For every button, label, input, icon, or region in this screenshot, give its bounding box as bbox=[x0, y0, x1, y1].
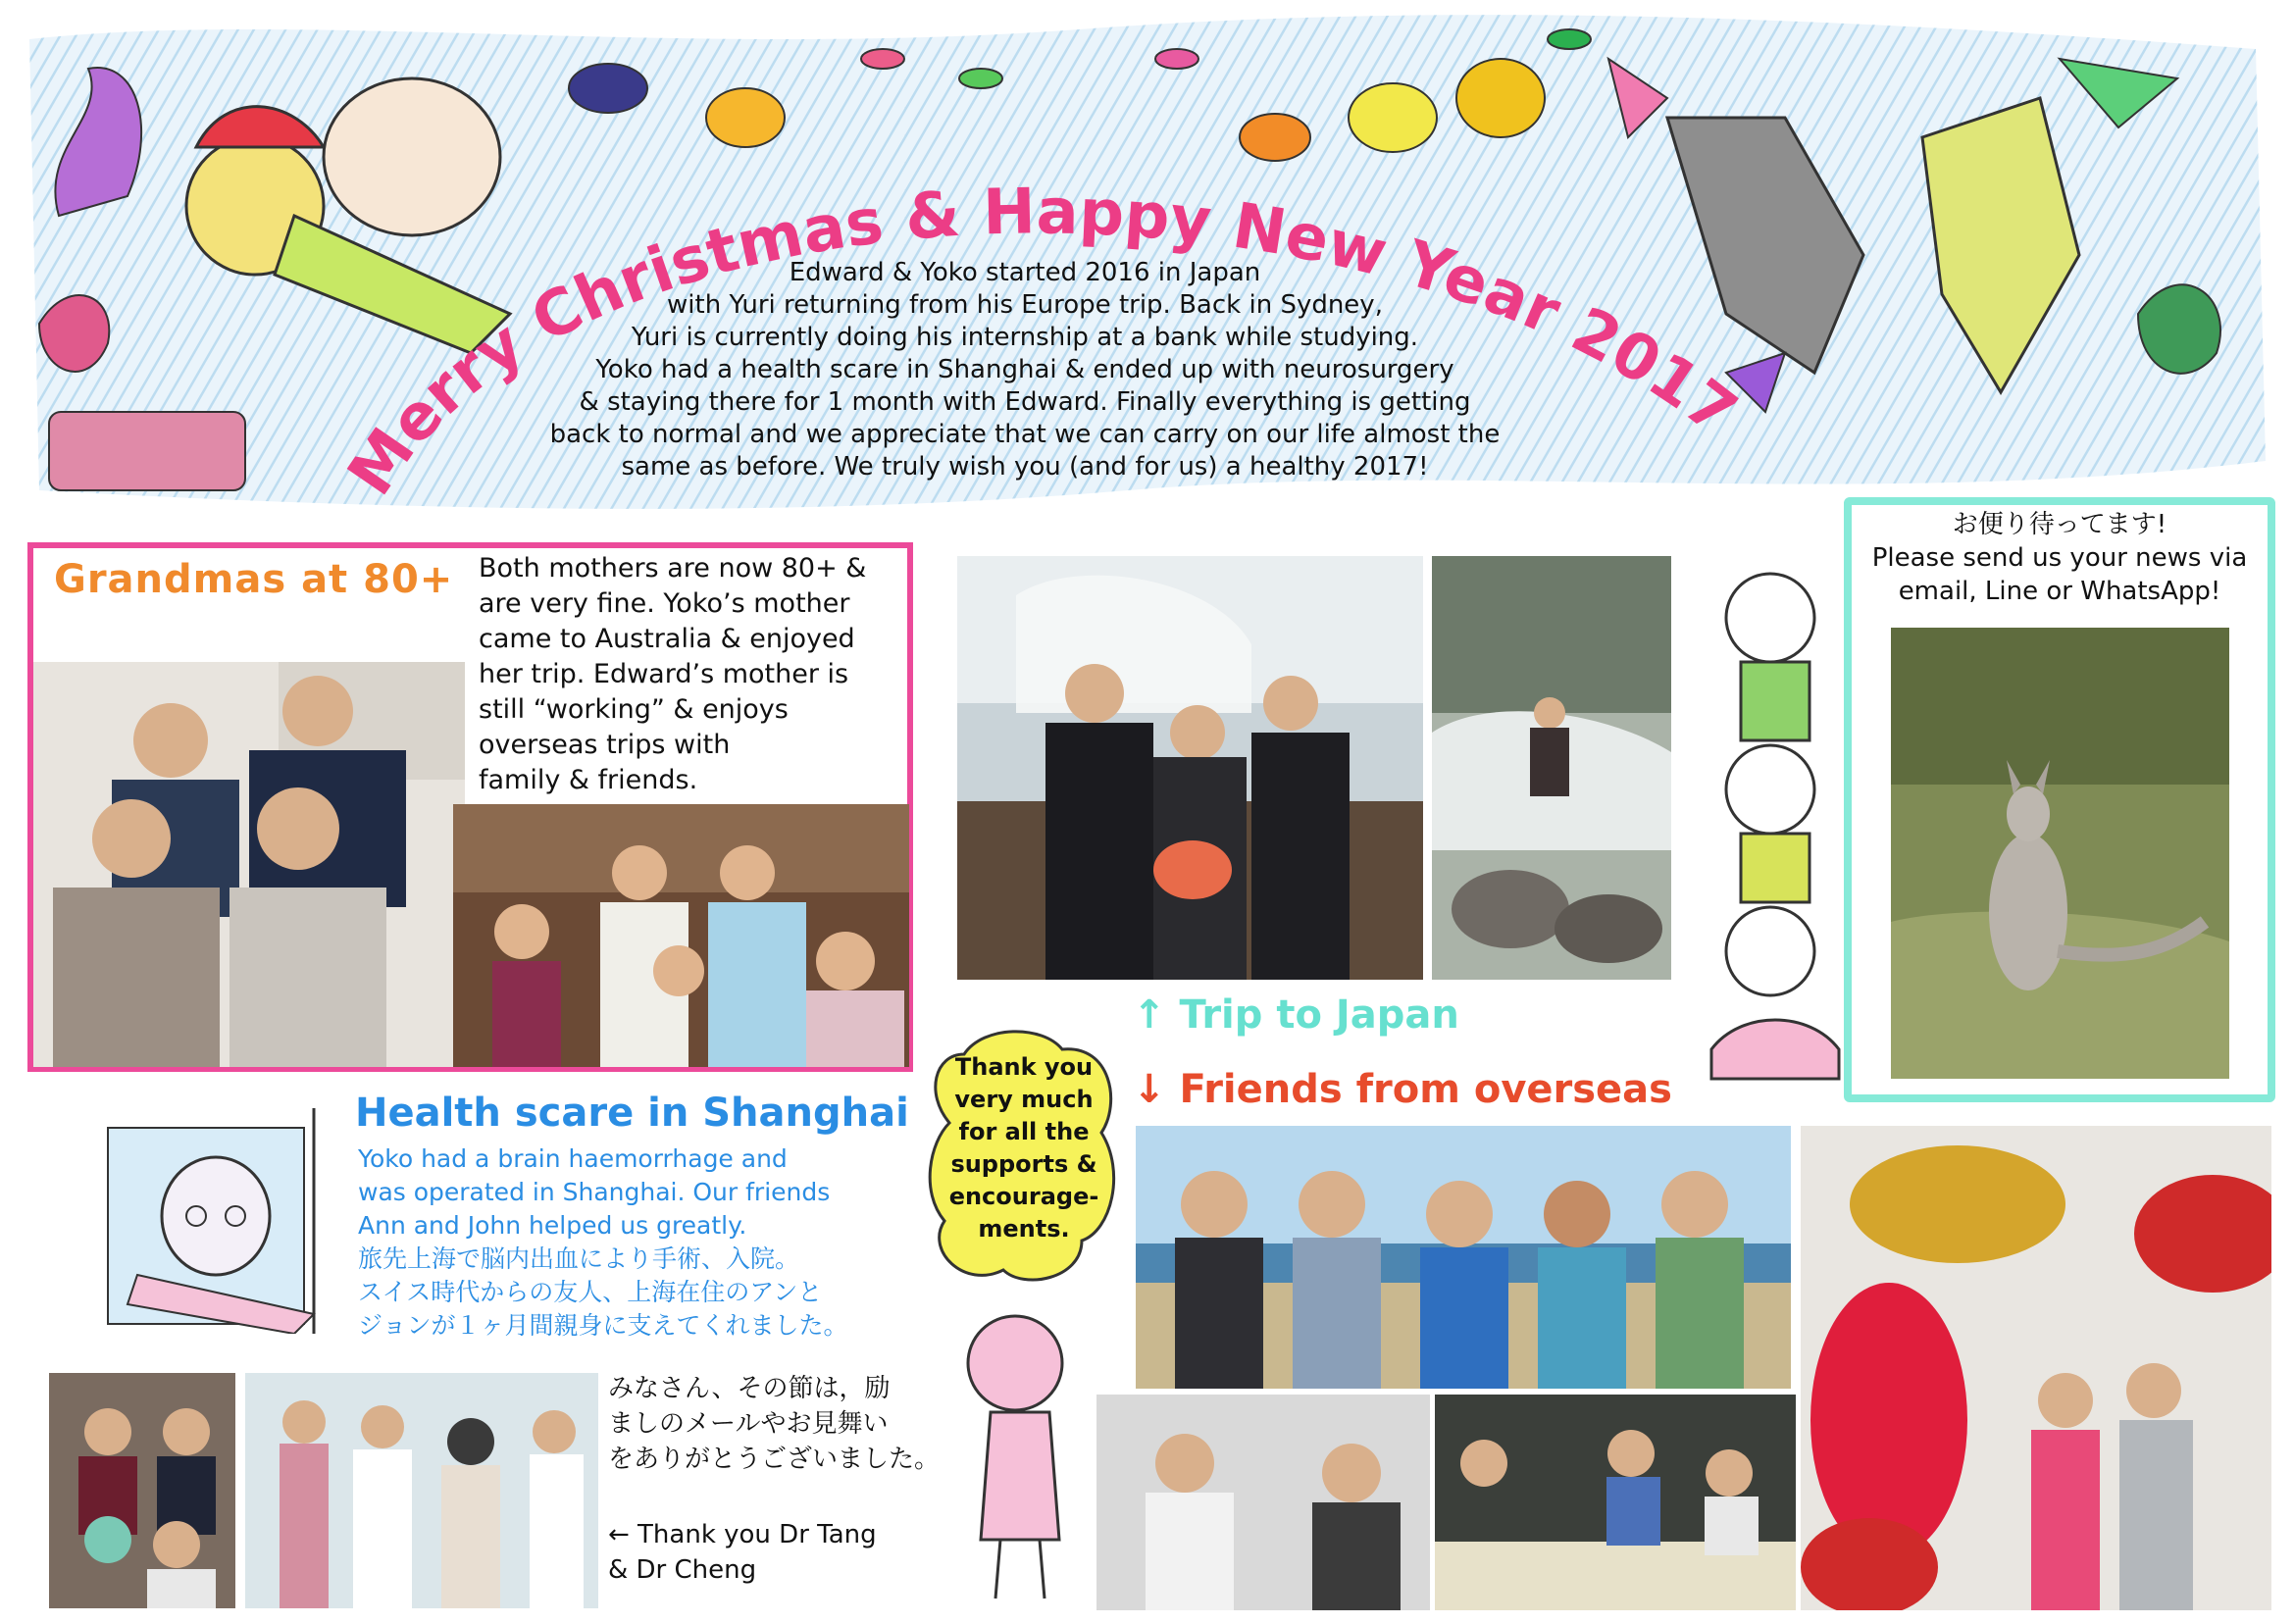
doctors-photo bbox=[245, 1373, 598, 1608]
intro-line: same as before. We truly wish you (and for us) a healthy 2017! bbox=[621, 452, 1429, 482]
thanks-dr-line: & Dr Cheng bbox=[608, 1555, 757, 1585]
intro-line: with Yuri returning from his Europe trip. Back in Sydney, bbox=[667, 290, 1383, 320]
health-scare-text bbox=[358, 1142, 907, 1343]
friends-dinner-photo bbox=[1435, 1395, 1796, 1610]
cloud-message bbox=[942, 1051, 1106, 1245]
thanks-jp-line: をありがとうございました。 bbox=[608, 1445, 941, 1474]
health-line: 旅先上海で脳内出血により手術、入院。 bbox=[358, 1244, 800, 1273]
health-line: was operated in Shanghai. Our friends bbox=[358, 1178, 831, 1206]
friends-from-overseas-label: ↓ Friends from overseas bbox=[1133, 1067, 1672, 1112]
cloud-line: ments. bbox=[978, 1215, 1070, 1243]
japan-trip-group-photo bbox=[957, 556, 1423, 980]
intro-paragraph bbox=[461, 257, 1589, 483]
intro-line: Yoko had a health scare in Shanghai & ended up with neurosurgery bbox=[595, 355, 1454, 384]
news-line: お便り待ってます! bbox=[1952, 510, 2167, 539]
intro-line: & staying there for 1 month with Edward. Finally everything is getting bbox=[579, 387, 1471, 417]
bowing-figure-drawing bbox=[932, 1304, 1108, 1608]
thanks-jp-line: ましのメールやお見舞い bbox=[608, 1409, 889, 1439]
health-line: Ann and John helped us greatly. bbox=[358, 1211, 747, 1240]
kangaroo-photo bbox=[1891, 628, 2229, 1079]
family-portrait-photo bbox=[33, 662, 465, 1067]
grandmas-line: her trip. Edward’s mother is bbox=[479, 659, 849, 689]
grandmas-line: overseas trips with bbox=[479, 730, 731, 760]
intro-line: Edward & Yoko started 2016 in Japan bbox=[789, 258, 1261, 287]
intro-line: back to normal and we appreciate that we can carry on our life almost the bbox=[549, 420, 1501, 449]
health-scare-title: Health scare in Shanghai bbox=[355, 1091, 909, 1136]
grandmas-line: Both mothers are now 80+ & bbox=[479, 553, 867, 584]
cartoon-family-drawing bbox=[1702, 559, 1849, 1089]
balloons-friends-photo bbox=[1801, 1126, 2271, 1610]
friends-toast-photo bbox=[1096, 1395, 1430, 1610]
news-line: Please send us your news via bbox=[1871, 543, 2248, 573]
thanks-japanese-text bbox=[608, 1371, 961, 1477]
intro-line: Yuri is currently doing his internship at a bank while studying. bbox=[631, 323, 1419, 352]
title-text: Merry Christmas & Happy New Year 2017 bbox=[333, 176, 1750, 509]
thanks-dr-line: ← Thank you Dr Tang bbox=[608, 1520, 877, 1549]
trip-to-japan-label: ↑ Trip to Japan bbox=[1133, 992, 1459, 1038]
grandmas-line: still “working” & enjoys bbox=[479, 694, 789, 725]
grandmas-title: Grandmas at 80+ bbox=[54, 557, 454, 602]
cloud-line: very much bbox=[954, 1086, 1094, 1113]
health-line: スイス時代からの友人、上海在住のアンと bbox=[358, 1278, 823, 1306]
cloud-line: encourage- bbox=[948, 1183, 1099, 1210]
friends-group-selfie-photo bbox=[1136, 1126, 1791, 1389]
thanks-doctors-text bbox=[608, 1517, 961, 1588]
grandmas-line: family & friends. bbox=[479, 765, 698, 795]
cloud-line: for all the bbox=[958, 1118, 1090, 1145]
family-dinner-photo bbox=[453, 804, 909, 1067]
news-line: email, Line or WhatsApp! bbox=[1898, 577, 2221, 606]
cloud-line: supports & bbox=[950, 1150, 1097, 1178]
grandmas-line: are very fine. Yoko’s mother bbox=[479, 588, 850, 619]
health-line: Yoko had a brain haemorrhage and bbox=[358, 1144, 788, 1173]
friends-hospital-photo bbox=[49, 1373, 235, 1608]
japan-hot-spring-photo bbox=[1432, 556, 1671, 980]
cloud-line: Thank you bbox=[954, 1053, 1094, 1081]
grandmas-line: came to Australia & enjoyed bbox=[479, 624, 855, 654]
grandmas-text bbox=[479, 551, 891, 798]
news-request-text bbox=[1854, 508, 2266, 608]
hospital-bed-drawing bbox=[98, 1089, 353, 1334]
health-line: ジョンが１ヶ月間親身に支えてくれました。 bbox=[358, 1311, 848, 1340]
thanks-jp-line: みなさん、その節は，励 bbox=[608, 1374, 891, 1403]
